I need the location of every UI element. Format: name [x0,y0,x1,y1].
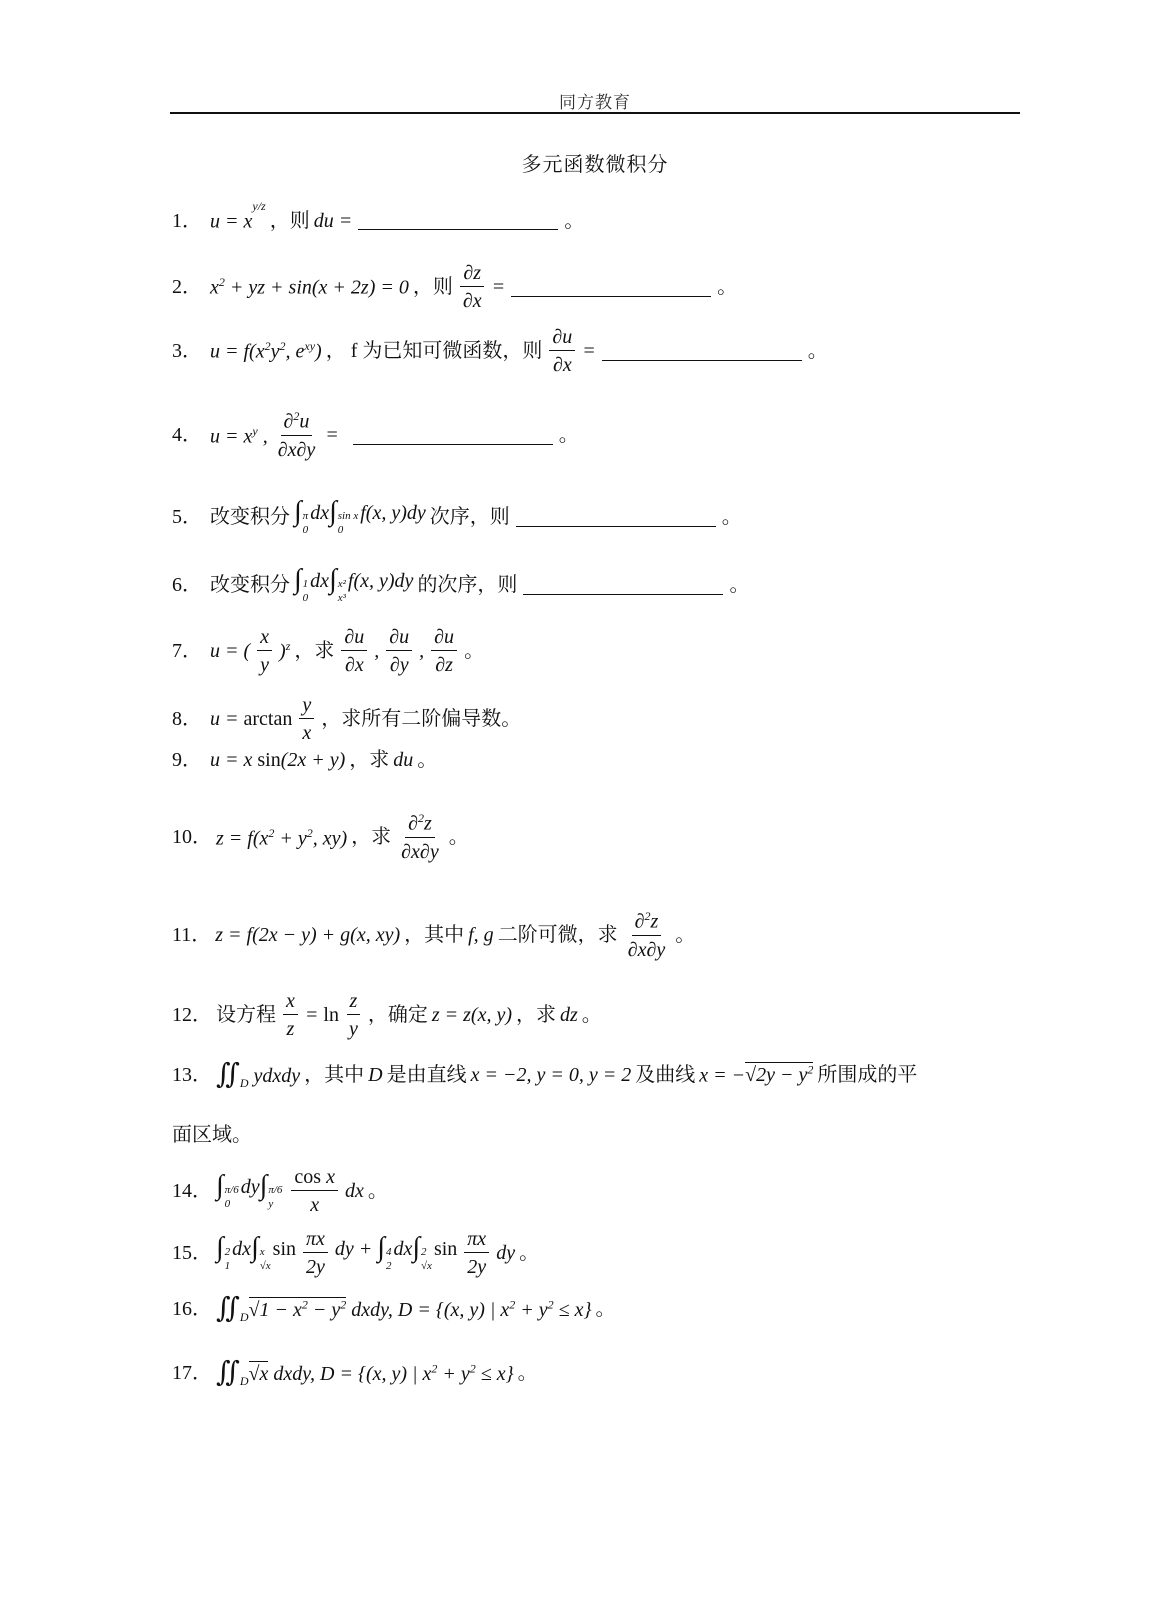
period: 。 [558,424,579,447]
formula: $u = x^{y/z}$ [210,199,266,233]
answer-blank[interactable] [523,576,723,595]
formula: ∫ 2 1 dx∫ x √x sin [216,1231,296,1272]
fraction: $\frac{\partial u}{\partial x}$ [549,326,575,376]
formula: u = x sin(2x + y) [210,749,346,771]
page-title: 多元函数微积分 [521,154,669,176]
question-text: 的次序，则 [417,574,518,597]
formula: $x^2$ + yz + sin(x + 2z) = 0 [210,275,409,299]
period: 。 [717,276,738,298]
fraction: $\frac{\partial u}{\partial y}$ [386,626,412,676]
question-text: 二阶可微，求 [497,924,618,947]
fraction: $\frac{z}{y}$ [346,990,361,1040]
fraction: $\frac{y}{x}$ [299,694,314,744]
formula: $∬_D√x$ dxdy, D = {(x, y) | $x^2 + y^2 \le x$} [216,1357,514,1388]
question-17 [172,1358,538,1387]
answer-blank[interactable] [353,426,553,445]
answer-blank[interactable] [602,342,802,361]
question-number: 12． [172,1004,212,1026]
fraction: $\frac{\text{cos x}}{x}$ [291,1166,338,1216]
question-number: 17． [172,1361,212,1384]
question-text: ，求 [515,1004,556,1026]
formula: u = arctan [210,708,293,730]
question-number: 16． [172,1297,212,1320]
period: 。 [464,640,485,662]
period: 。 [581,1004,602,1026]
fraction: $\frac{\partial u}{\partial x}$ [341,626,367,676]
period: 。 [807,340,828,362]
page-header: 同方教育 [559,93,631,112]
question-13: 13． $∬_D$ ydxdy ，其中 D 是由直线 x = −2, y = 0, y = 2 及曲线 $x = -√2y - y^2$ 所围成的平 [172,1059,918,1090]
question-12: 12． 设方程 $\frac{x}{z}$ = ln $\frac{z}{y}$ ，确定 z = z(x, y) ，求 dz 。 [172,990,602,1040]
formula: $z = f(x^2 + y^2$, xy) [216,825,348,850]
formula: u = ( [210,640,251,662]
formula: ∫ π 0 dx∫ sin x 0 f(x, y)dy [294,496,426,537]
question-number: 3． [172,340,202,362]
question-number: 14． [172,1180,212,1202]
question-text: ，确定 [367,1004,428,1026]
question-text: ， f 为已知可微函数，则 [325,340,543,362]
question-number: 11． [172,924,212,947]
question-text: ，则 [412,276,453,298]
question-number: 4． [172,424,202,447]
formula: $u = f(x^2y^2$, $e^{xy}$) [210,339,322,363]
question-7: 7． u = ( $\frac{x}{y}$ )$^z$ ，求 $\frac{\partial u}{\partial x}$ , $\frac{\partial u}{\partial y}$ , $\frac{\partial u}{\partial z}$ 。 [172,626,485,676]
fraction: $\frac{\pi x}{2y}$ [464,1228,489,1278]
question-number: 15． [172,1242,212,1264]
formula: $u = x^y$ , [210,423,268,448]
question-number: 2． [172,276,202,298]
question-2: 2． $x^2$ + yz + sin(x + 2z) = 0 ，则 $\frac{\partial z}{\partial x}$ = 。 [172,262,738,312]
question-text: 所围成的平 [817,1063,918,1086]
question-1 [172,199,585,233]
question-11: 11． z = f(2x − y) + g(x, xy) ，其中 f, g 二阶可微，求 $\frac{\partial^2z}{\partial x\partial y}$ 。 [172,909,696,961]
period: 。 [417,749,438,771]
question-text: ，求所有二阶偏导数。 [321,708,522,730]
question-number: 5． [172,506,202,529]
header-rule [170,112,1020,114]
question-text: 次序，则 [429,506,510,529]
formula: ∫ 1 0 dx∫ x² x³ f(x, y)dy [294,564,414,605]
question-9: 9． u = x sin(2x + y) ，求 du 。 [172,749,438,771]
formula: $∬_D√1 - x^2 - y^2$ dxdy, D = {(x, y) | $x^2 + y^2 \le x$} [216,1293,592,1324]
question-10 [172,812,469,863]
fraction: $\frac{\partial^2z}{\partial x\partial y}$ [627,909,666,961]
answer-blank[interactable] [511,278,711,297]
formula: $∬_D$ ydxdy [216,1059,301,1090]
formula: z = f(2x − y) + g(x, xy) [215,924,401,947]
question-text: ，求 [349,749,390,771]
question-8 [172,694,521,744]
question-6 [172,565,749,606]
question-text: ，其中 [304,1063,365,1086]
fraction: $\frac{\partial^2z}{\partial x\partial y}$ [401,811,439,863]
question-text: ，求 [351,826,392,849]
period: 。 [519,1242,540,1264]
period: 。 [448,826,469,849]
question-text: ，其中 [404,924,465,947]
formula: ∫ π/6 0 dy∫ π/6 y [216,1169,283,1210]
question-4: 4． $u = x^y$ , $\frac{\partial^2u}{\partial x\partial y}$ = 。 [172,409,579,461]
question-14: 14． ∫ π/6 0 dy∫ π/6 y $\frac{\text{cos x}}{x}$ dx 。 [172,1166,388,1216]
question-3: 3． $u = f(x^2y^2$, $e^{xy}$) ， f 为已知可微函数，则 $\frac{\partial u}{\partial x}$ = 。 [172,326,828,376]
fraction: $\frac{\partial^2u}{\partial x\partial y}$ [277,409,316,461]
fraction: $\frac{\partial z}{\partial x}$ [460,262,485,312]
question-5 [172,497,742,538]
formula: du = [313,209,353,232]
answer-blank[interactable] [358,211,558,230]
question-text: 设方程 [216,1004,276,1026]
period: 。 [721,506,742,529]
period: 。 [517,1361,538,1384]
question-text: 改变积分 [210,506,290,529]
question-text: 是由直线 [386,1063,467,1086]
fraction: $\frac{\partial u}{\partial z}$ [431,626,457,676]
question-text: 及曲线 [635,1063,696,1086]
question-13-continuation: 面区域。 [172,1124,252,1146]
question-number: 8． [172,708,202,730]
question-number: 7． [172,640,202,662]
question-number: 9． [172,749,202,771]
fraction: $\frac{x}{y}$ [257,626,272,676]
question-number: 13． [172,1063,212,1086]
period: 。 [595,1297,616,1320]
fraction: $\frac{x}{z}$ [283,990,298,1040]
question-16 [172,1294,616,1323]
period: 。 [564,209,585,232]
question-15: 15． ∫ 2 1 dx∫ x √x sin $\frac{\pi x}{2y}$ dy + ∫ 4 2 dx∫ 2 √x sin $\frac{\pi x}{2y}$ dy 。 [172,1228,540,1278]
question-text: ，求 [294,640,335,662]
question-text: ，则 [269,209,310,232]
question-text: 改变积分 [210,574,290,597]
period: 。 [367,1180,388,1202]
fraction: $\frac{\pi x}{2y}$ [303,1228,328,1278]
question-number: 10． [172,826,212,849]
period: 。 [729,574,750,597]
period: 。 [675,924,696,947]
answer-blank[interactable] [516,508,716,527]
question-number: 1． [172,209,202,232]
question-number: 6． [172,574,202,597]
